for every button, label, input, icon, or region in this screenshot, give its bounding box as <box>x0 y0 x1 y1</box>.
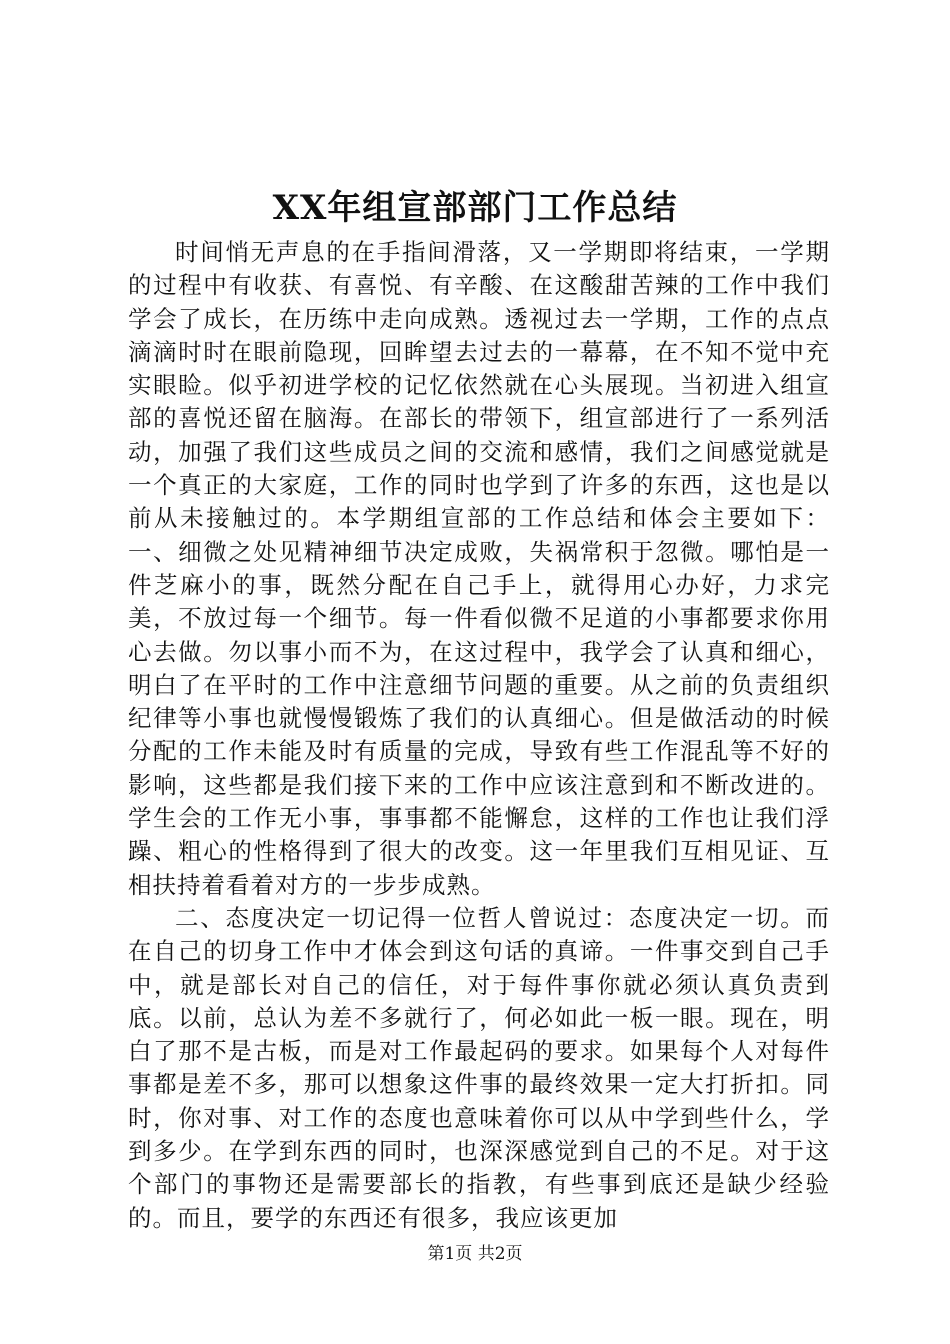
page-footer: 第1页 共2页 <box>427 1244 523 1264</box>
paragraph-2: 二、态度决定一切记得一位哲人曾说过：态度决定一切。而在自己的切身工作中才体会到这句话的真谛。一件事交到自己手中，就是部长对自己的信任，对于每件事你就必须认真负责到底。以前，总认为差不多就行了，何必如此一板一眼。现在，明白了那不是古板，而是对工作最起码的要求。如果每个人对每件事都是差不多，那可以想象这件事的最终效果一定大打折扣。同时，你对事、对工作的态度也意味着你可以从中学到些什么，学到多少。在学到东西的同时，也深深感觉到自己的不足。对于这个部门的事物还是需要部长的指教，有些事到底还是缺少经验的。而且，要学的东西还有很多，我应该更加 <box>128 903 830 1232</box>
paragraph-1: 时间悄无声息的在手指间滑落，又一学期即将结束，一学期的过程中有收获、有喜悦、有辛酸、在这酸甜苦辣的工作中我们学会了成长，在历练中走向成熟。透视过去一学期，工作的点点滴滴时时在眼前隐现，回眸望去过去的一幕幕，在不知不觉中充实眼睑。似乎初进学校的记忆依然就在心头展现。当初进入组宣部的喜悦还留在脑海。在部长的带领下，组宣部进行了一系列活动，加强了我们这些成员之间的交流和感情，我们之间感觉就是一个真正的大家庭，工作的同时也学到了许多的东西，这也是以前从未接触过的。本学期组宣部的工作总结和体会主要如下：一、细微之处见精神细节决定成败，失祸常积于忽微。哪怕是一件芝麻小的事，既然分配在自己手上，就得用心办好，力求完美，不放过每一个细节。每一件看似微不足道的小事都要求你用心去做。勿以事小而不为，在这过程中，我学会了认真和细心，明白了在平时的工作中注意细节问题的重要。从之前的负责组织纪律等小事也就慢慢锻炼了我们的认真细心。但是做活动的时候分配的工作未能及时有质量的完成，导致有些工作混乱等不好的影响，这些都是我们接下来的工作中应该注意到和不断改进的。学生会的工作无小事，事事都不能懈怠，这样的工作也让我们浮躁、粗心的性格得到了很大的改变。这一年里我们互相见证、互相扶持着看着对方的一步步成熟。 <box>128 238 830 899</box>
document-body <box>128 236 830 1235</box>
document-title: XX年组宣部部门工作总结 <box>272 188 678 228</box>
